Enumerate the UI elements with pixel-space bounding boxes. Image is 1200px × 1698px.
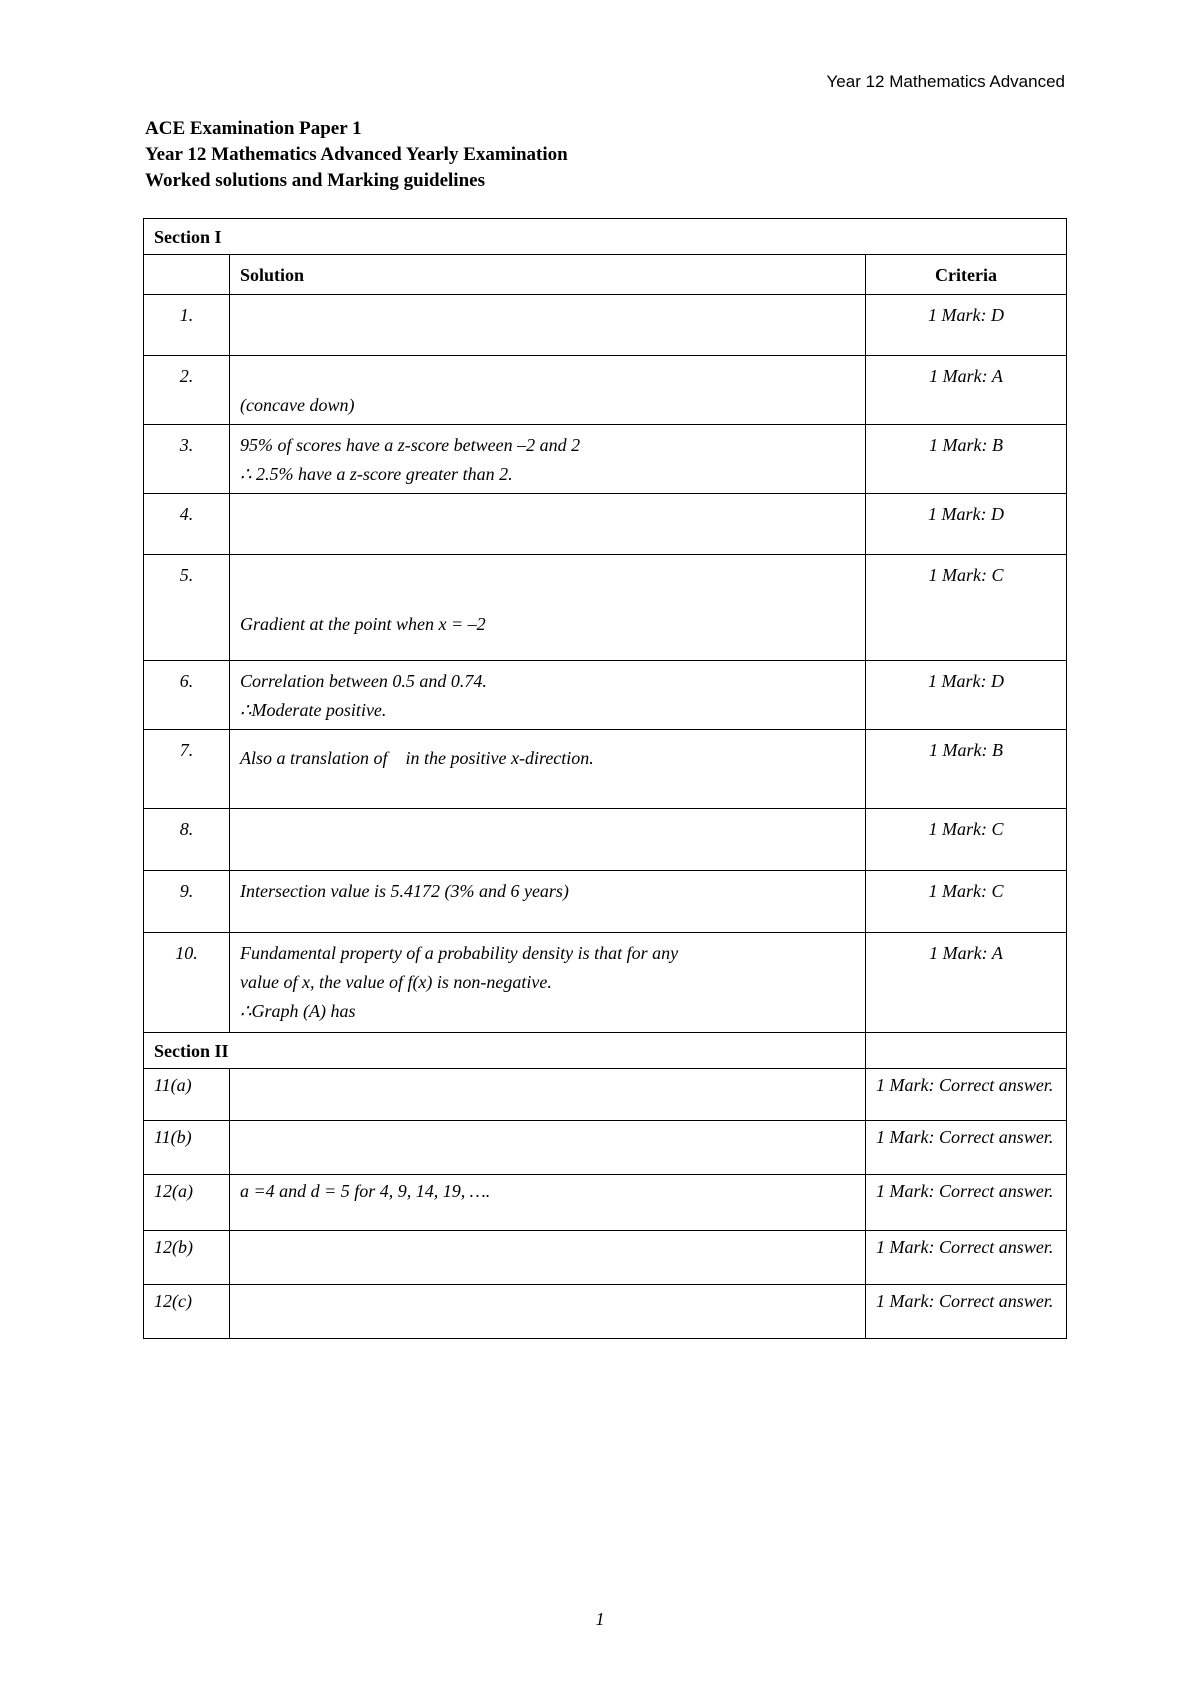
table-row xyxy=(144,295,1067,356)
solution-cell xyxy=(230,933,866,1033)
question-number: 11(a) xyxy=(144,1069,230,1121)
question-number: 3. xyxy=(144,425,230,494)
criteria-cell: 1 Mark: D xyxy=(866,295,1067,356)
column-header-num xyxy=(144,255,230,295)
solution-cell xyxy=(230,730,866,809)
table-row xyxy=(144,1069,1067,1121)
criteria-cell: 1 Mark: Correct answer. xyxy=(866,1175,1067,1231)
question-number: 11(b) xyxy=(144,1121,230,1175)
solution-line: ∴Moderate positive. xyxy=(240,700,387,720)
question-number: 2. xyxy=(144,356,230,425)
criteria-cell: 1 Mark: B xyxy=(866,730,1067,809)
section-1-header-row xyxy=(144,219,1067,255)
question-number: 12(b) xyxy=(144,1231,230,1285)
question-number: 9. xyxy=(144,871,230,933)
solution-cell xyxy=(230,356,866,425)
solution-cell xyxy=(230,555,866,661)
section-2-header-row xyxy=(144,1033,1067,1069)
solution-line: ∴Graph (A) has xyxy=(240,1001,356,1021)
question-number: 12(a) xyxy=(144,1175,230,1231)
title-line-1: ACE Examination Paper 1 xyxy=(145,118,362,139)
section-1-label: Section I xyxy=(144,219,1067,255)
question-number: 1. xyxy=(144,295,230,356)
table-row xyxy=(144,555,1067,661)
question-number: 10. xyxy=(144,933,230,1033)
criteria-cell: 1 Mark: C xyxy=(866,555,1067,661)
criteria-cell: 1 Mark: Correct answer. xyxy=(866,1285,1067,1339)
solution-cell xyxy=(230,425,866,494)
question-number: 7. xyxy=(144,730,230,809)
column-header-criteria: Criteria xyxy=(866,255,1067,295)
question-number: 6. xyxy=(144,661,230,730)
criteria-cell: 1 Mark: Correct answer. xyxy=(866,1069,1067,1121)
criteria-cell: 1 Mark: D xyxy=(866,661,1067,730)
solution-cell xyxy=(230,295,866,356)
question-number: 5. xyxy=(144,555,230,661)
criteria-cell: 1 Mark: C xyxy=(866,809,1067,871)
table-row xyxy=(144,494,1067,555)
solution-cell xyxy=(230,1231,866,1285)
table-row xyxy=(144,1175,1067,1231)
solution-cell: Intersection value is 5.4172 (3% and 6 years) xyxy=(230,871,866,933)
column-header-solution: Solution xyxy=(230,255,866,295)
solution-line: Gradient at the point when x = –2 xyxy=(240,614,486,634)
criteria-cell: 1 Mark: A xyxy=(866,356,1067,425)
document-titles xyxy=(145,116,568,194)
solution-cell: a =4 and d = 5 for 4, 9, 14, 19, …. xyxy=(230,1175,866,1231)
table-row xyxy=(144,356,1067,425)
table-row xyxy=(144,871,1067,933)
running-header: Year 12 Mathematics Advanced xyxy=(826,72,1065,91)
criteria-cell: 1 Mark: D xyxy=(866,494,1067,555)
table-row xyxy=(144,933,1067,1033)
solution-line: Fundamental property of a probability density is that for any xyxy=(240,943,679,963)
table-row xyxy=(144,730,1067,809)
solution-cell xyxy=(230,1069,866,1121)
table-row xyxy=(144,1285,1067,1339)
question-number: 8. xyxy=(144,809,230,871)
criteria-cell: 1 Mark: Correct answer. xyxy=(866,1231,1067,1285)
page-number: 1 xyxy=(595,1609,605,1629)
solution-line: 95% of scores have a z-score between –2 and 2 xyxy=(240,435,581,455)
solution-cell xyxy=(230,809,866,871)
solution-line: value of x, the value of f(x) is non-negative. xyxy=(240,972,552,992)
title-line-2: Year 12 Mathematics Advanced Yearly Examination xyxy=(145,144,568,165)
criteria-cell: 1 Mark: C xyxy=(866,871,1067,933)
table-row xyxy=(144,425,1067,494)
column-header-row xyxy=(144,255,1067,295)
solution-cell xyxy=(230,661,866,730)
section-2-label: Section II xyxy=(144,1033,866,1069)
criteria-cell: 1 Mark: A xyxy=(866,933,1067,1033)
solution-line: Correlation between 0.5 and 0.74. xyxy=(240,671,487,691)
section-2-empty-cell xyxy=(866,1033,1067,1069)
table-row xyxy=(144,661,1067,730)
solution-line: ∴ 2.5% have a z-score greater than 2. xyxy=(240,464,513,484)
marking-table xyxy=(143,218,1067,1339)
solution-cell xyxy=(230,494,866,555)
solution-cell xyxy=(230,1121,866,1175)
solution-cell xyxy=(230,1285,866,1339)
table-row xyxy=(144,809,1067,871)
solution-line: (concave down) xyxy=(240,395,355,415)
table-row xyxy=(144,1121,1067,1175)
question-number: 12(c) xyxy=(144,1285,230,1339)
solution-line: Also a translation of in the positive x-direction. xyxy=(240,748,594,768)
criteria-cell: 1 Mark: B xyxy=(866,425,1067,494)
criteria-cell: 1 Mark: Correct answer. xyxy=(866,1121,1067,1175)
title-line-3: Worked solutions and Marking guidelines xyxy=(145,170,485,191)
table-row xyxy=(144,1231,1067,1285)
question-number: 4. xyxy=(144,494,230,555)
